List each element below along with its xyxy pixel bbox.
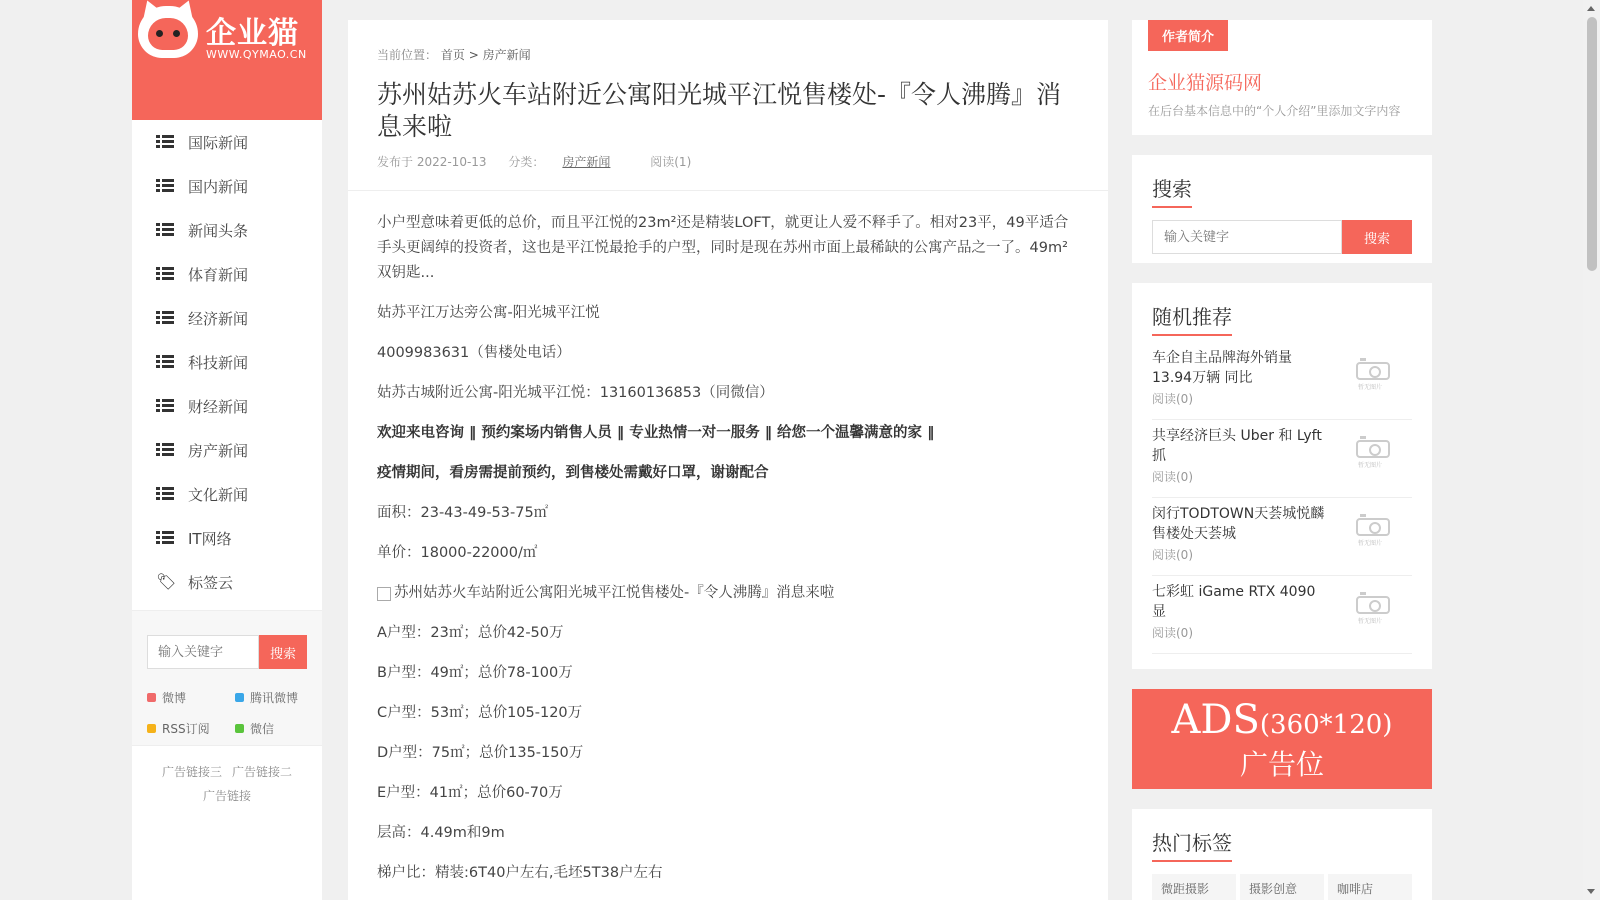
ad-link-2[interactable]: 广告链接二 [232, 765, 293, 779]
category-link[interactable]: 房产新闻 [562, 155, 611, 169]
tag-item[interactable]: 微距摄影 [1152, 874, 1236, 900]
sidebar-search-input[interactable] [147, 635, 259, 669]
search-button[interactable]: 搜索 [1342, 220, 1412, 254]
rss-link[interactable]: RSS订阅 [147, 720, 235, 737]
ad-banner[interactable]: ADS(360*120) 广告位 [1132, 689, 1432, 789]
tag-item[interactable]: 摄影创意 [1240, 874, 1324, 900]
weibo-icon [147, 693, 156, 702]
category-nav [132, 120, 322, 604]
paragraph: B户型：49㎡；总价78-100万 [377, 665, 573, 681]
paragraph: 单价：18000-22000/㎡ [377, 545, 538, 561]
paragraph: 姑苏平江万达旁公寓-阳光城平江悦 [377, 305, 600, 321]
breadcrumb-category[interactable]: 房产新闻 [482, 48, 531, 62]
paragraph: 姑苏古城附近公寓-阳光城平江悦：13160136853（同微信） [377, 385, 774, 401]
paragraph: 层高：4.49m和9m [377, 825, 505, 841]
paragraph: D户型：75㎡；总价135-150万 [377, 745, 584, 761]
scroll-up-arrow-icon[interactable] [1583, 0, 1600, 17]
list-icon [156, 399, 174, 413]
paragraph-bold: 欢迎来电咨询 ‖ 预约案场内销售人员 ‖ 专业热情一对一服务 ‖ 给您一个温馨满意的家 ‖ [377, 425, 935, 441]
tencent-weibo-icon [235, 693, 244, 702]
tag-icon: 🏷 [156, 572, 177, 591]
hot-tags-title: 热门标签 [1152, 827, 1232, 862]
article-image: 苏州姑苏火车站附近公寓阳光城平江悦售楼处-『令人沸腾』消息来啦 [377, 581, 1078, 606]
paragraph: 梯户比：精装:6T40户左右,毛坯5T38户左右 [377, 865, 663, 881]
list-icon [156, 443, 174, 457]
list-icon [156, 135, 174, 149]
recommend-item[interactable]: 车企自主品牌海外销量13.94万辆 同比 阅读(0) 暂无图片 [1152, 342, 1412, 420]
nav-item-finance[interactable]: 财经新闻 [132, 384, 322, 428]
recommend-item-title[interactable]: 七彩虹 iGame RTX 4090 显 [1152, 584, 1316, 620]
tag-item[interactable]: 咖啡店 [1328, 874, 1412, 900]
camera-icon: 暂无图片 [1352, 358, 1392, 388]
publish-date: 发布于 2022-10-13 [377, 155, 487, 169]
ad-link-1[interactable]: 广告链接 [202, 789, 251, 803]
tencent-weibo-link[interactable]: 腾讯微博 [235, 689, 323, 706]
camera-icon: 暂无图片 [1352, 436, 1392, 466]
ad-link-3[interactable]: 广告链接三 [161, 765, 222, 779]
list-icon [156, 311, 174, 325]
read-count: 阅读(1) [650, 155, 692, 169]
weibo-link[interactable]: 微博 [147, 689, 235, 706]
breadcrumb-home[interactable]: 首页 [440, 48, 465, 62]
nav-item-international[interactable]: 国际新闻 [132, 120, 322, 164]
breadcrumb: 当前位置： 首页 > 房产新闻 [377, 48, 531, 62]
recommend-item[interactable]: 共享经济巨头 Uber 和 Lyft 抓 阅读(0) 暂无图片 [1152, 420, 1412, 498]
recommend-item[interactable]: 七彩虹 iGame RTX 4090 显 阅读(0) 暂无图片 [1152, 576, 1412, 654]
nav-item-economy[interactable]: 经济新闻 [132, 296, 322, 340]
paragraph: E户型：41㎡；总价60-70万 [377, 785, 563, 801]
broken-image-icon [377, 587, 391, 601]
article-content [348, 191, 1108, 886]
scrollbar-thumb[interactable] [1587, 17, 1597, 271]
article-title: 苏州姑苏火车站附近公寓阳光城平江悦售楼处-『令人沸腾』消息来啦 [377, 80, 1062, 141]
article-meta: 发布于 2022-10-13 分类： 房产新闻 阅读(1) [377, 155, 692, 169]
brand-url: WWW.QYMAO.CN [206, 48, 307, 61]
ad-links [132, 745, 322, 808]
article-main [348, 20, 1108, 900]
paragraph: A户型：23㎡；总价42-50万 [377, 625, 564, 641]
camera-icon: 暂无图片 [1352, 514, 1392, 544]
search-card [1132, 155, 1432, 263]
article-header [348, 20, 1108, 191]
paragraph: 小户型意味着更低的总价，而且平江悦的23m²还是精装LOFT，就更让人爱不释手了。相对23平，49平适合手头更阔绰的投资者，这也是平江悦最抢手的户型，同时是现在苏州市面上最稀缺的公寓产品之一了。49m²双钥匙... [377, 215, 1069, 281]
paragraph-bold: 疫情期间，看房需提前预约，到售楼处需戴好口罩，谢谢配合 [377, 465, 769, 481]
recommend-card [1132, 283, 1432, 669]
paragraph: 4009983631（售楼处电话） [377, 345, 571, 361]
nav-item-domestic[interactable]: 国内新闻 [132, 164, 322, 208]
brand-name: 企业猫 [206, 16, 299, 51]
nav-item-culture[interactable]: 文化新闻 [132, 472, 322, 516]
recommend-title: 随机推荐 [1152, 301, 1232, 336]
list-icon [156, 355, 174, 369]
author-card [1132, 20, 1432, 135]
list-icon [156, 487, 174, 501]
left-sidebar [132, 0, 322, 900]
camera-icon: 暂无图片 [1352, 592, 1392, 622]
search-input[interactable] [1152, 220, 1342, 254]
recommend-item-title[interactable]: 车企自主品牌海外销量13.94万辆 同比 [1152, 350, 1292, 386]
wechat-link[interactable]: 微信 [235, 720, 323, 737]
hot-tags-card [1132, 809, 1432, 900]
wechat-icon [235, 724, 244, 733]
list-icon [156, 223, 174, 237]
scroll-down-arrow-icon[interactable] [1583, 883, 1600, 900]
right-sidebar [1132, 20, 1432, 900]
author-name[interactable]: 企业猫源码网 [1148, 72, 1263, 94]
nav-item-it[interactable]: IT网络 [132, 516, 322, 560]
sidebar-search-button[interactable]: 搜索 [259, 635, 307, 669]
rss-icon [147, 724, 156, 733]
recommend-item-title[interactable]: 闵行TODTOWN天荟城悦麟售楼处天荟城 [1152, 506, 1325, 542]
nav-item-sports[interactable]: 体育新闻 [132, 252, 322, 296]
list-icon [156, 179, 174, 193]
recommend-item-title[interactable]: 共享经济巨头 Uber 和 Lyft 抓 [1152, 428, 1322, 464]
sidebar-search [132, 610, 322, 673]
list-icon [156, 267, 174, 281]
page-scrollbar[interactable] [1583, 0, 1600, 900]
nav-item-tag-cloud[interactable]: 🏷 标签云 [156, 572, 234, 592]
author-desc: 在后台基本信息中的“个人介绍”里添加文字内容 [1148, 104, 1401, 118]
nav-item-tech[interactable]: 科技新闻 [132, 340, 322, 384]
search-title: 搜索 [1152, 173, 1192, 208]
site-logo[interactable] [132, 0, 322, 120]
nav-item-headlines[interactable]: 新闻头条 [132, 208, 322, 252]
recommend-item[interactable]: 闵行TODTOWN天荟城悦麟售楼处天荟城 阅读(0) 暂无图片 [1152, 498, 1412, 576]
paragraph: C户型：53㎡；总价105-120万 [377, 705, 583, 721]
list-icon [156, 531, 174, 545]
cat-logo-icon [138, 6, 198, 58]
author-tag: 作者简介 [1148, 20, 1228, 51]
paragraph: 面积：23-43-49-53-75㎡ [377, 505, 549, 521]
nav-item-realestate[interactable]: 房产新闻 [132, 428, 322, 472]
social-links [132, 673, 322, 745]
